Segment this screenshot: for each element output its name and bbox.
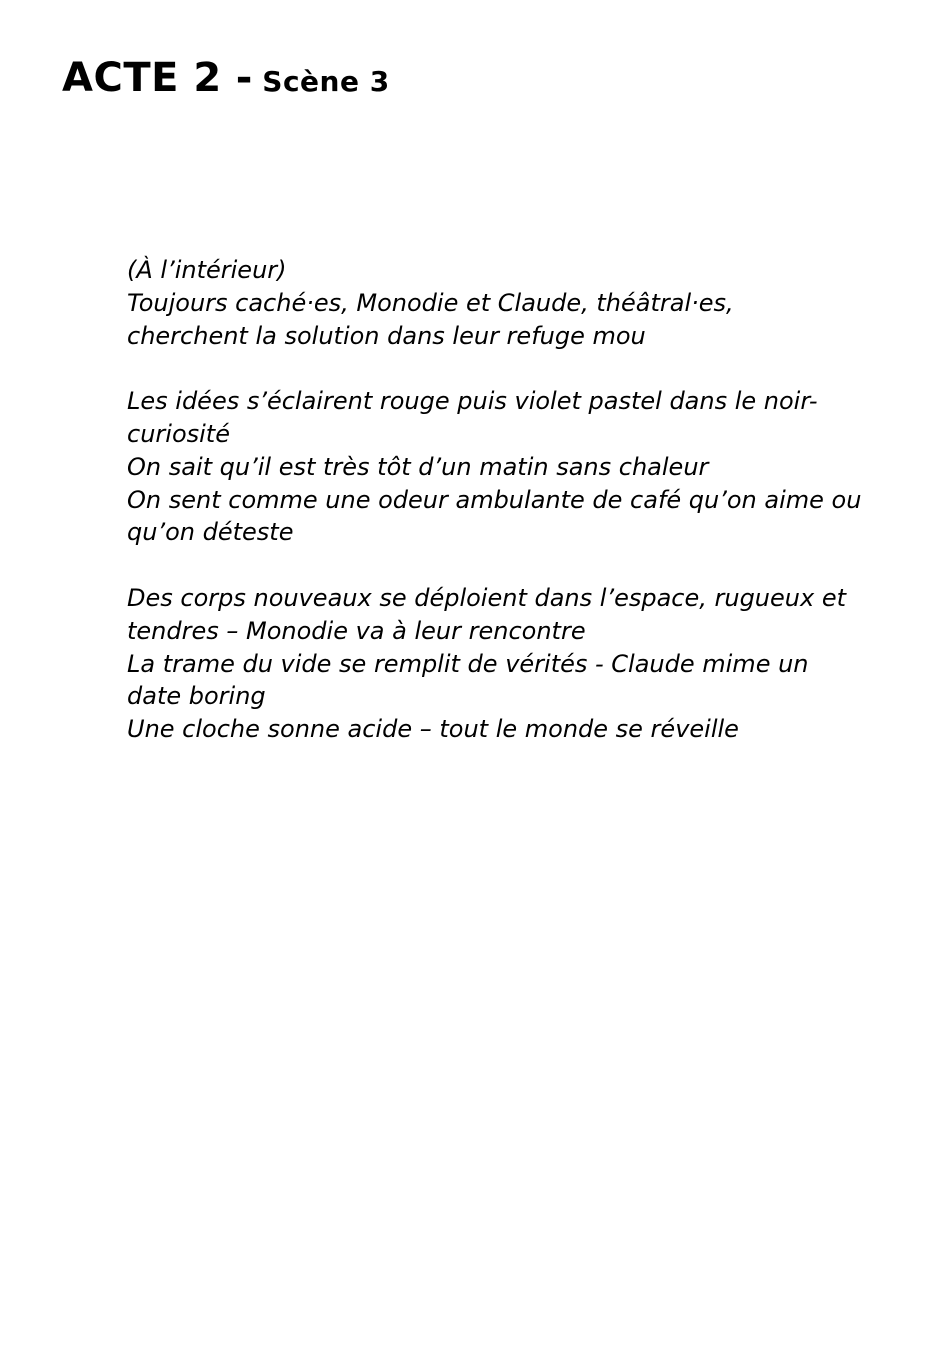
heading-separator: - (235, 55, 253, 101)
act-scene-heading (62, 55, 390, 101)
text-line: date boring (127, 682, 266, 711)
stanza-2 (127, 385, 887, 549)
stage-directions (127, 254, 887, 779)
text-line: qu’on déteste (127, 518, 294, 547)
text-line: Les idées s’éclairent rouge puis violet pastel dans le noir- (127, 387, 818, 416)
stanza-3 (127, 582, 887, 746)
text-line: Des corps nouveaux se déploient dans l’espace, rugueux et (127, 583, 847, 612)
text-line: On sent comme une odeur ambulante de café qu’on aime ou (127, 485, 862, 514)
text-line: Une cloche sonne acide – tout le monde se réveille (127, 715, 739, 744)
text-line: cherchent la solution dans leur refuge mou (127, 321, 646, 350)
text-line: Toujours caché·es, Monodie et Claude, théâtral·es, (127, 288, 734, 317)
scene-title: Scène 3 (262, 65, 390, 98)
text-line: tendres – Monodie va à leur rencontre (127, 616, 586, 645)
text-line: curiosité (127, 419, 230, 448)
stanza-1 (127, 254, 887, 352)
act-title: ACTE 2 (62, 55, 222, 101)
text-line: On sait qu’il est très tôt d’un matin sans chaleur (127, 452, 709, 481)
text-line: La trame du vide se remplit de vérités - Claude mime un (127, 649, 809, 678)
text-line: (À l’intérieur) (127, 256, 287, 284)
